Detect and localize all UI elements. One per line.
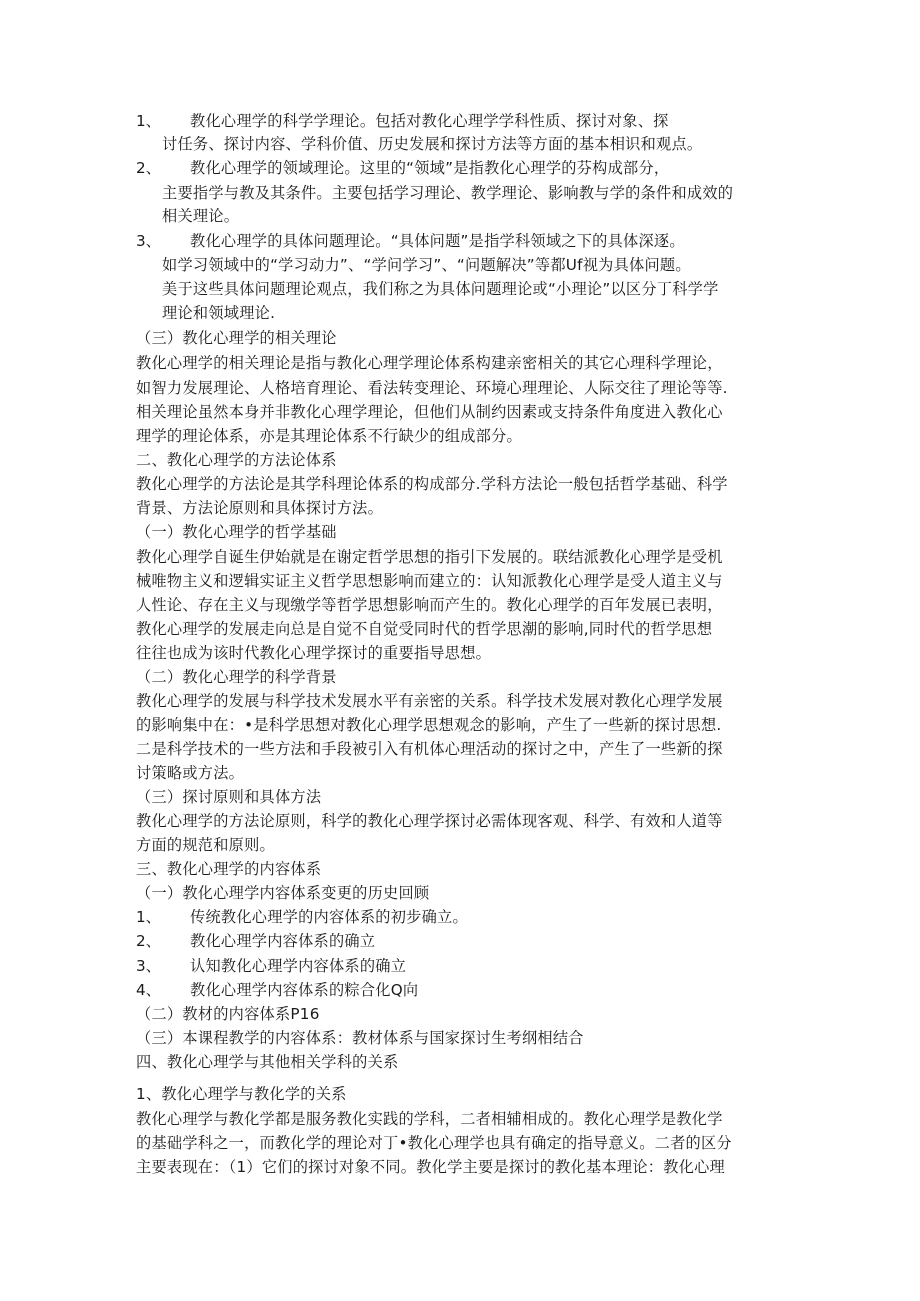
paragraph-line: 二是科学技术的一些方法和手段被引入有机体心理活动的探讨之中，产生了一些新的探: [136, 740, 723, 758]
item-line: 教化心理学的具体问题理论。“具体问题”是指学科领域之下的具体深逐。: [190, 232, 685, 250]
item-number: 1、: [136, 112, 161, 130]
section-heading: 三、教化心理学的内容体系: [136, 860, 322, 878]
item-line: 理论和领域理论.: [162, 304, 276, 322]
paragraph-line: 的基础学科之一，而教化学的理论对丁•教化心理学也具有确定的指导意义。二者的区分: [136, 1134, 732, 1152]
item-line: 主要指学与教及其条件。主要包括学习理论、教学理论、影响教与学的条件和成效的: [162, 184, 734, 202]
item-line: 教化心理学内容体系的确立: [190, 932, 376, 950]
section-heading: 1、教化心理学与教化学的关系: [136, 1085, 347, 1103]
section-heading: （三）本课程教学的内容体系：教材体系与国家探讨生考纲相结合: [136, 1029, 584, 1047]
paragraph-line: 理学的理论体系，亦是其理论体系不行缺少的组成部分。: [136, 427, 522, 445]
item-number: 3、: [136, 232, 161, 250]
item-line: 如学习领域中的“学习动力”、“学问学习”、“问题解决”等都Uf视为具体问题。: [162, 256, 691, 274]
section-heading: （二）教材的内容体系P16: [136, 1005, 320, 1023]
item-line: 美于这些具体问题理论观点，我们称之为具体问题理论或“小理论”以区分丁科学学: [162, 280, 719, 298]
item-number: 2、: [136, 159, 161, 177]
item-number: 4、: [136, 981, 161, 999]
item-number: 2、: [136, 932, 161, 950]
paragraph-line: 往往也成为该时代教化心理学探讨的重要指导思想。: [136, 644, 492, 662]
section-heading: （三）教化心理学的相关理论: [136, 329, 337, 347]
paragraph-line: 主要表现在：（1）它们的探讨对象不同。教化学主要是探讨的教化基本理论：教化心理: [136, 1158, 725, 1176]
item-line: 讨任务、探讨内容、学科价值、历史发展和探讨方法等方面的基本相识和观点。: [162, 135, 703, 153]
paragraph-line: 的影响集中在：•是科学思想对教化心理学思想观念的影响，产生了一些新的探讨思想.: [136, 716, 722, 734]
item-line: 教化心理学的领域理论。这里的“领域”是指教化心理学的芬构成部分，: [190, 159, 670, 177]
paragraph-line: 相关理论虽然本身并非教化心理学理论，但他们从制约因素或支持条件角度进入教化心: [136, 403, 723, 421]
item-line: 相关理论。: [162, 207, 240, 225]
paragraph-line: 教化心理学的方法论是其学科理论体系的构成部分.学科方法论一般包括哲学基础、科学: [136, 475, 728, 493]
item-line: 传统教化心理学的内容体系的初步确立。: [190, 908, 468, 926]
item-line: 认知教化心理学内容体系的确立: [190, 957, 407, 975]
paragraph-line: 教化心理学的发展与科学技术发展水平有亲密的关系。科学技术发展对教化心理学发展: [136, 692, 723, 710]
section-heading: 四、教化心理学与其他相关学科的关系: [136, 1053, 399, 1071]
paragraph-line: 人性论、存在主义与现缴学等哲学思想影响而产生的。教化心理学的百年发展已表明，: [136, 596, 723, 614]
item-number: 1、: [136, 908, 161, 926]
paragraph-line: 教化心理学的相关理论是指与教化心理学理论体系构建亲密相关的其它心理科学理论，: [136, 354, 723, 372]
paragraph-line: 教化心理学与教化学都是服务教化实践的学科，二者相辅相成的。教化心理学是教化学: [136, 1110, 723, 1128]
item-line: 教化心理学内容体系的粽合化Q向: [190, 981, 419, 999]
paragraph-line: 械唯物主义和逻辑实证主义哲学思想影响而建立的：认知派教化心理学是受人道主义与: [136, 572, 723, 590]
section-heading: （一）教化心理学的哲学基础: [136, 523, 337, 541]
paragraph-line: 讨策略或方法。: [136, 764, 245, 782]
paragraph-line: 教化心理学的发展走向总是自觉不自觉受同时代的哲学思潮的影响,同时代的哲学思想: [136, 620, 713, 638]
section-heading: 二、教化心理学的方法论体系: [136, 451, 337, 469]
paragraph-line: 背景、方法论原则和具体探讨方法。: [136, 499, 383, 517]
item-line: 教化心理学的科学学理论。包括对教化心理学学科性质、探讨对象、探: [190, 112, 669, 130]
item-number: 3、: [136, 957, 161, 975]
section-heading: （三）探讨原则和具体方法: [136, 788, 322, 806]
paragraph-line: 如智力发展理论、人格培育理论、看法转变理论、环境心理理论、人际交往了理论等等.: [136, 379, 728, 397]
section-heading: （一）教化心理学内容体系变更的历史回顾: [136, 884, 430, 902]
section-heading: （二）教化心理学的科学背景: [136, 668, 337, 686]
paragraph-line: 教化心理学自诞生伊始就是在谢定哲学思想的指引下发展的。联结派教化心理学是受机: [136, 548, 723, 566]
paragraph-line: 教化心理学的方法论原则，科学的教化心理学探讨必需体现客观、科学、有效和人道等: [136, 812, 723, 830]
paragraph-line: 方面的规范和原则。: [136, 836, 275, 854]
